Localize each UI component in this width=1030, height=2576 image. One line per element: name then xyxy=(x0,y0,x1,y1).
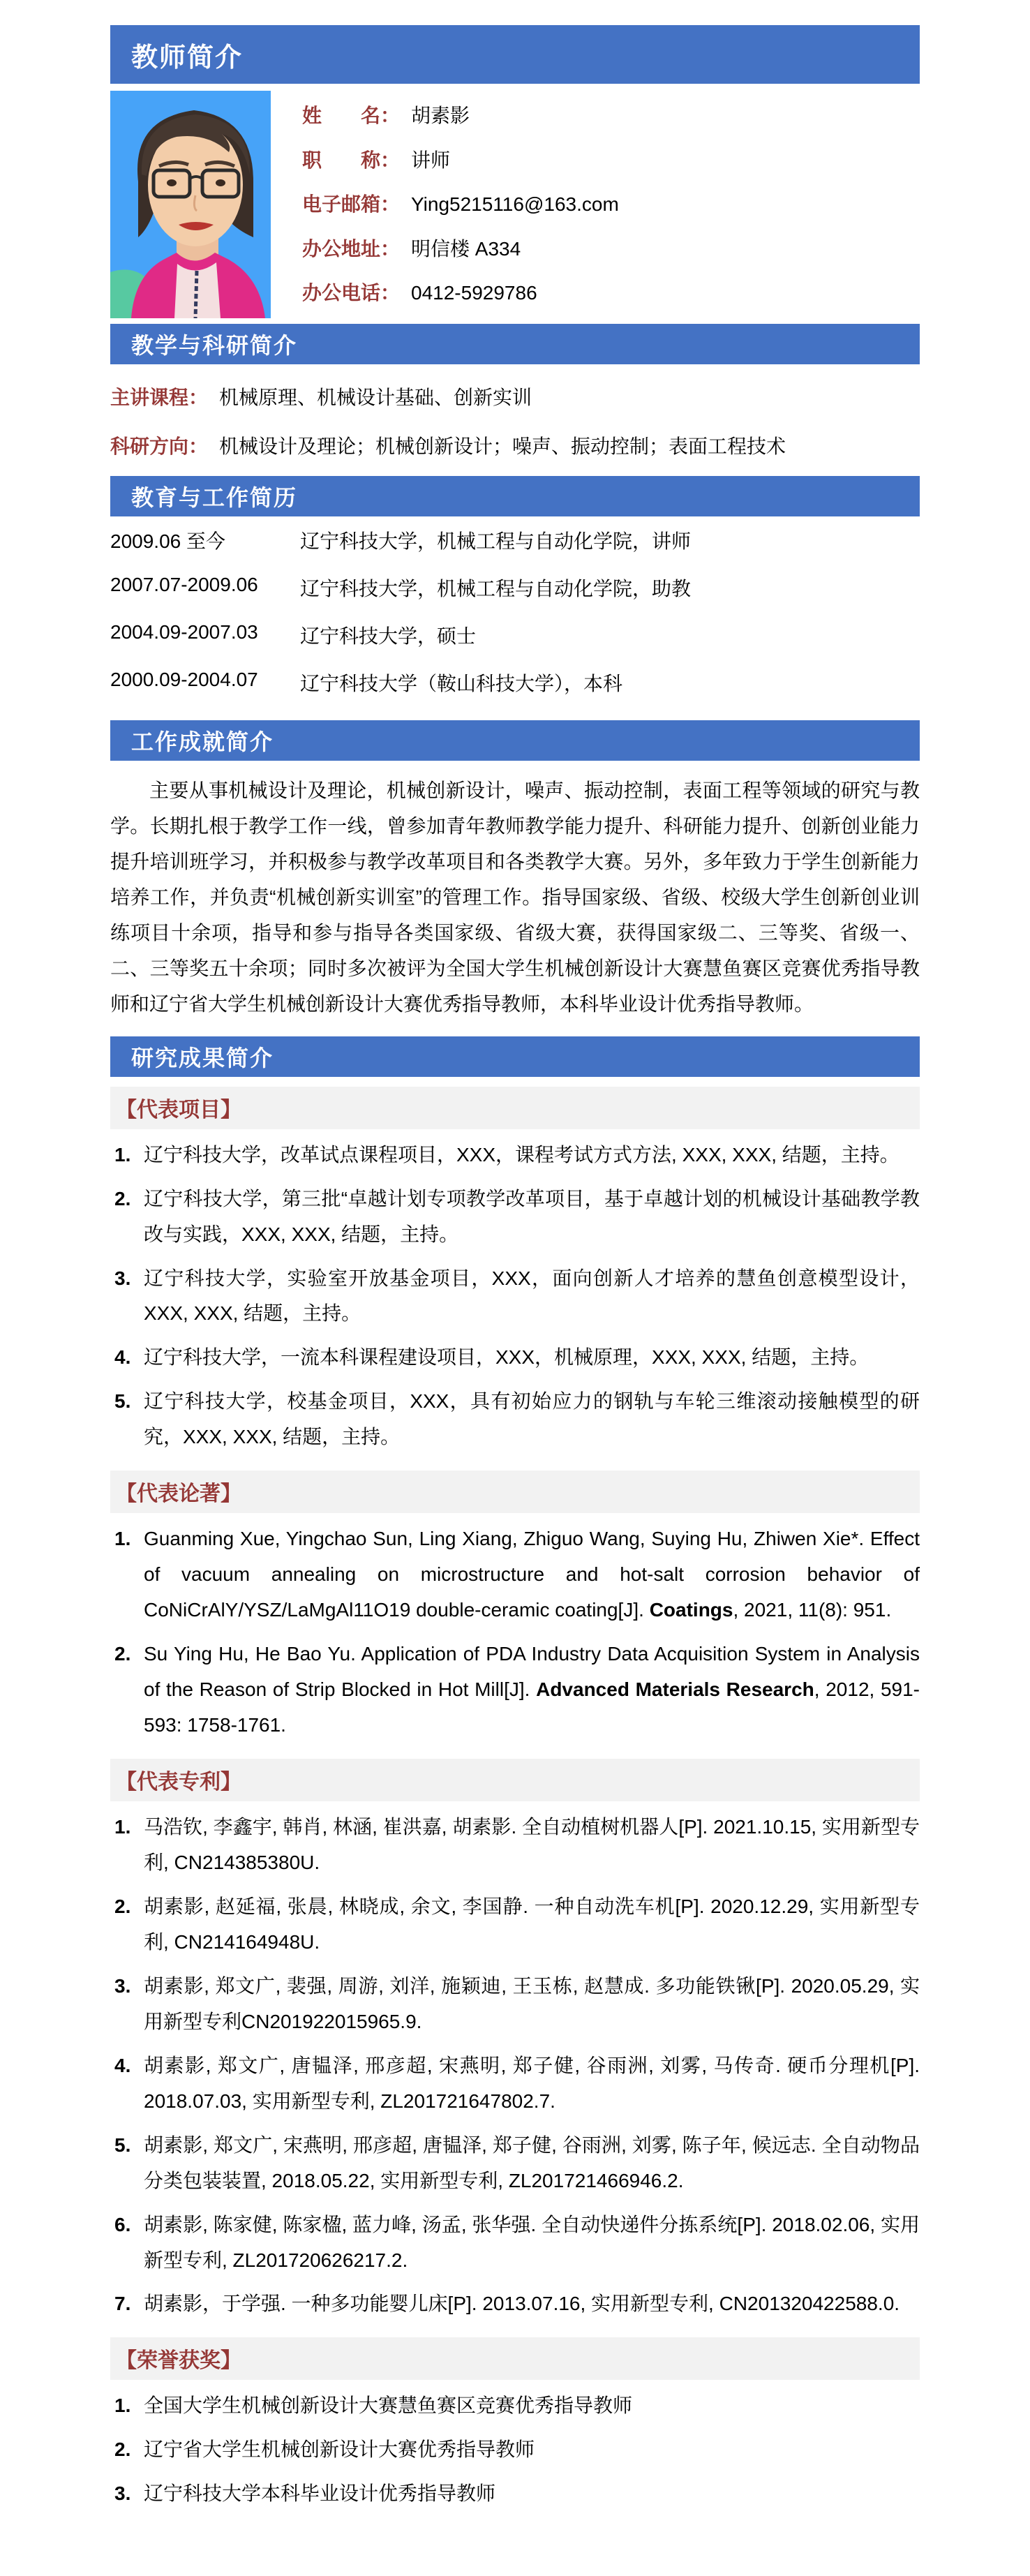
profile-field-name xyxy=(302,100,920,128)
patent-item xyxy=(110,1889,920,1960)
history-block xyxy=(110,516,920,720)
history-detail: 辽宁科技大学，机械工程与自动化学院，助教 xyxy=(300,578,692,600)
patent-item xyxy=(110,2208,920,2279)
teaching-row-research-areas xyxy=(110,431,920,459)
section-title: 研究成果简介 xyxy=(131,1045,274,1071)
patent-text: 胡素影，于学强. 一种多功能婴儿床[P]. 2013.07.16, 实用新型专利, CN201320422588.0. xyxy=(144,2293,900,2315)
section-title: 教学与科研简介 xyxy=(131,333,298,358)
field-label-title: 职 称： xyxy=(302,149,401,171)
publication-item xyxy=(110,1521,920,1628)
patent-text: 胡素影, 赵延福, 张晨, 林晓成, 余文, 李国静. 一种自动洗车机[P]. 2020.12.29, 实用新型专利, CN214164948U. xyxy=(144,1895,920,1953)
publications-list xyxy=(110,1521,920,1743)
publication-text: Guanming Xue, Yingchao Sun, Ling Xiang, Zhiguo Wang, Suying Hu, Zhiwen Xie*. Effect of vacuum annealing on microstructure and hot-salt corrosion behavior of CoNiCrAlY/YSZ/LaMgAl11O19 double-ceramic coating[J]. xyxy=(144,1528,920,1621)
field-value-name: 胡素影 xyxy=(411,105,470,126)
award-item xyxy=(110,2388,920,2424)
section-title: 教师简介 xyxy=(131,43,244,73)
section-banner-work-achievements xyxy=(110,720,920,761)
teaching-block xyxy=(110,364,920,476)
patent-item xyxy=(110,2048,920,2120)
history-detail: 辽宁科技大学，硕士 xyxy=(300,625,477,647)
teaching-row-courses xyxy=(110,382,920,410)
project-text: 辽宁科技大学，一流本科课程建设项目，XXX，机械原理，XXX, XXX, 结题，主持。 xyxy=(144,1346,869,1369)
journal-name: Advanced Materials Research xyxy=(536,1678,814,1701)
history-detail: 辽宁科技大学，机械工程与自动化学院，讲师 xyxy=(300,530,692,552)
subsection-representative-publications: 【代表论著】 xyxy=(110,1471,920,1513)
field-label-phone: 办公电话： xyxy=(302,282,401,304)
subsection-representative-patents: 【代表专利】 xyxy=(110,1759,920,1801)
field-value-office: 明信楼 A334 xyxy=(411,237,521,260)
field-value-title: 讲师 xyxy=(411,149,451,171)
patent-text: 胡素影, 郑文广, 裴强, 周游, 刘洋, 施颖迪, 王玉栋, 赵慧成. 多功能铁锹[P]. 2020.05.29, 实用新型专利CN201922015965.9. xyxy=(144,1974,920,2032)
project-text: 辽宁科技大学，实验室开放基金项目，XXX，面向创新人才培养的慧鱼创意模型设计，XXX, XXX, 结题，主持。 xyxy=(144,1267,920,1325)
faculty-profile-page xyxy=(110,0,920,2576)
project-text: 辽宁科技大学，校基金项目，XXX，具有初始应力的钢轨与车轮三维滚动接触模型的研究，XXX, XXX, 结题，主持。 xyxy=(144,1390,920,1448)
patent-text: 胡素影, 陈家健, 陈家楹, 蓝力峰, 汤孟, 张华强. 全自动快递件分拣系统[P]. 2018.02.06, 实用新型专利, ZL201720626217.2. xyxy=(144,2213,920,2271)
courses-label: 主讲课程： xyxy=(110,387,209,408)
patent-item xyxy=(110,1969,920,2040)
history-period: 2009.06 至今 xyxy=(110,530,225,552)
patent-text: 胡素影, 郑文广, 唐韫泽, 邢彦超, 宋燕明, 郑子健, 谷雨洲, 刘雾, 马传奇. 硬币分理机[P]. 2018.07.03, 实用新型专利, ZL201721647802.7. xyxy=(144,2054,920,2112)
patent-text: 马浩钦, 李鑫宇, 韩肖, 林涵, 崔洪嘉, 胡素影. 全自动植树机器人[P]. 2021.10.15, 实用新型专利, CN214385380U. xyxy=(144,1816,920,1873)
profile-field-phone xyxy=(302,278,920,306)
profile-fields xyxy=(302,91,920,318)
section-title: 教育与工作简历 xyxy=(131,485,298,510)
history-period: 2000.09-2004.07 xyxy=(110,669,258,690)
journal-name: Coatings xyxy=(649,1599,733,1621)
subsection-representative-projects: 【代表项目】 xyxy=(110,1087,920,1129)
award-text: 全国大学生机械创新设计大赛慧鱼赛区竞赛优秀指导教师 xyxy=(144,2395,633,2417)
section-banner-teaching-research xyxy=(110,324,920,364)
patent-item xyxy=(110,2286,920,2322)
history-detail: 辽宁科技大学（鞍山科技大学），本科 xyxy=(300,673,623,694)
award-item xyxy=(110,2432,920,2468)
project-text: 辽宁科技大学，改革试点课程项目，XXX，课程考试方式方法, XXX, XXX, 结题，主持。 xyxy=(144,1143,900,1166)
award-text: 辽宁省大学生机械创新设计大赛优秀指导教师 xyxy=(144,2439,535,2461)
patent-item xyxy=(110,1810,920,1881)
awards-list xyxy=(110,2388,920,2512)
section-banner-education-history xyxy=(110,476,920,516)
project-item xyxy=(110,1340,920,1376)
publication-citation: , 2012, 591-593: 1758-1761. xyxy=(144,1678,920,1736)
field-label-office: 办公地址： xyxy=(302,237,401,260)
field-value-phone: 0412-5929786 xyxy=(411,282,537,304)
publication-item xyxy=(110,1637,920,1743)
profile-block xyxy=(110,91,920,318)
history-row xyxy=(110,621,920,649)
field-value-email: Ying5215116@163.com xyxy=(411,193,619,215)
project-item xyxy=(110,1138,920,1173)
teacher-photo xyxy=(110,91,271,318)
project-text: 辽宁科技大学，第三批“卓越计划专项教学改革项目，基于卓越计划的机械设计基础教学教改与实践，XXX, XXX, 结题，主持。 xyxy=(144,1187,920,1245)
field-label-email: 电子邮箱： xyxy=(302,193,401,215)
profile-field-email xyxy=(302,189,920,217)
profile-field-office xyxy=(302,234,920,262)
patent-item xyxy=(110,2128,920,2199)
history-row xyxy=(110,669,920,697)
history-row xyxy=(110,526,920,554)
project-item xyxy=(110,1261,920,1332)
profile-field-title xyxy=(302,145,920,173)
publication-citation: , 2021, 11(8): 951. xyxy=(733,1599,892,1621)
research-areas-label: 科研方向： xyxy=(110,435,209,457)
field-label-name: 姓 名： xyxy=(302,105,401,126)
award-text: 辽宁科技大学本科毕业设计优秀指导教师 xyxy=(144,2482,496,2505)
history-period: 2004.09-2007.03 xyxy=(110,621,258,643)
section-banner-teacher-intro xyxy=(110,25,920,84)
project-item xyxy=(110,1182,920,1253)
award-item xyxy=(110,2476,920,2512)
work-achievement-paragraph: 主要从事机械设计及理论，机械创新设计，噪声、振动控制，表面工程等领域的研究与教学。长期扎根于教学工作一线，曾参加青年教师教学能力提升、科研能力提升、创新创业能力提升培训班学习，并积极参与教学改革项目和各类教学大赛。另外，多年致力于学生创新能力培养工作，并负责“机械创新实训室”的管理工作。指导国家级、省级、校级大学生创新创业训练项目十余项，指导和参与指导各类国家级、省级大赛，获得国家级二、三等奖、省级一、二、三等奖五十余项；同时多次被评为全国大学生机械创新设计大赛慧鱼赛区竞赛优秀指导教师和辽宁省大学生机械创新设计大赛优秀指导教师，本科毕业设计优秀指导教师。 xyxy=(110,780,920,1015)
research-areas-value: 机械设计及理论；机械创新设计；噪声、振动控制；表面工程技术 xyxy=(219,435,786,457)
courses-value: 机械原理、机械设计基础、创新实训 xyxy=(219,387,532,408)
publication-text: Su Ying Hu, He Bao Yu. Application of PDA Industry Data Acquisition System in Analysis of the Reason of Strip Blocked in Hot Mill[J]. xyxy=(144,1643,920,1701)
section-title: 工作成就简介 xyxy=(131,729,274,754)
projects-list xyxy=(110,1138,920,1456)
patents-list xyxy=(110,1810,920,2322)
history-row xyxy=(110,574,920,602)
subsection-honors-awards: 【荣誉获奖】 xyxy=(110,2337,920,2380)
project-item xyxy=(110,1384,920,1455)
portrait-illustration xyxy=(110,91,271,318)
history-period: 2007.07-2009.06 xyxy=(110,574,258,595)
section-banner-research-results xyxy=(110,1036,920,1077)
patent-text: 胡素影, 郑文广, 宋燕明, 邢彦超, 唐韫泽, 郑子健, 谷雨洲, 刘雾, 陈子年, 候远志. 全自动物品分类包装装置, 2018.05.22, 实用新型专利, ZL201721466946.2. xyxy=(144,2134,920,2191)
